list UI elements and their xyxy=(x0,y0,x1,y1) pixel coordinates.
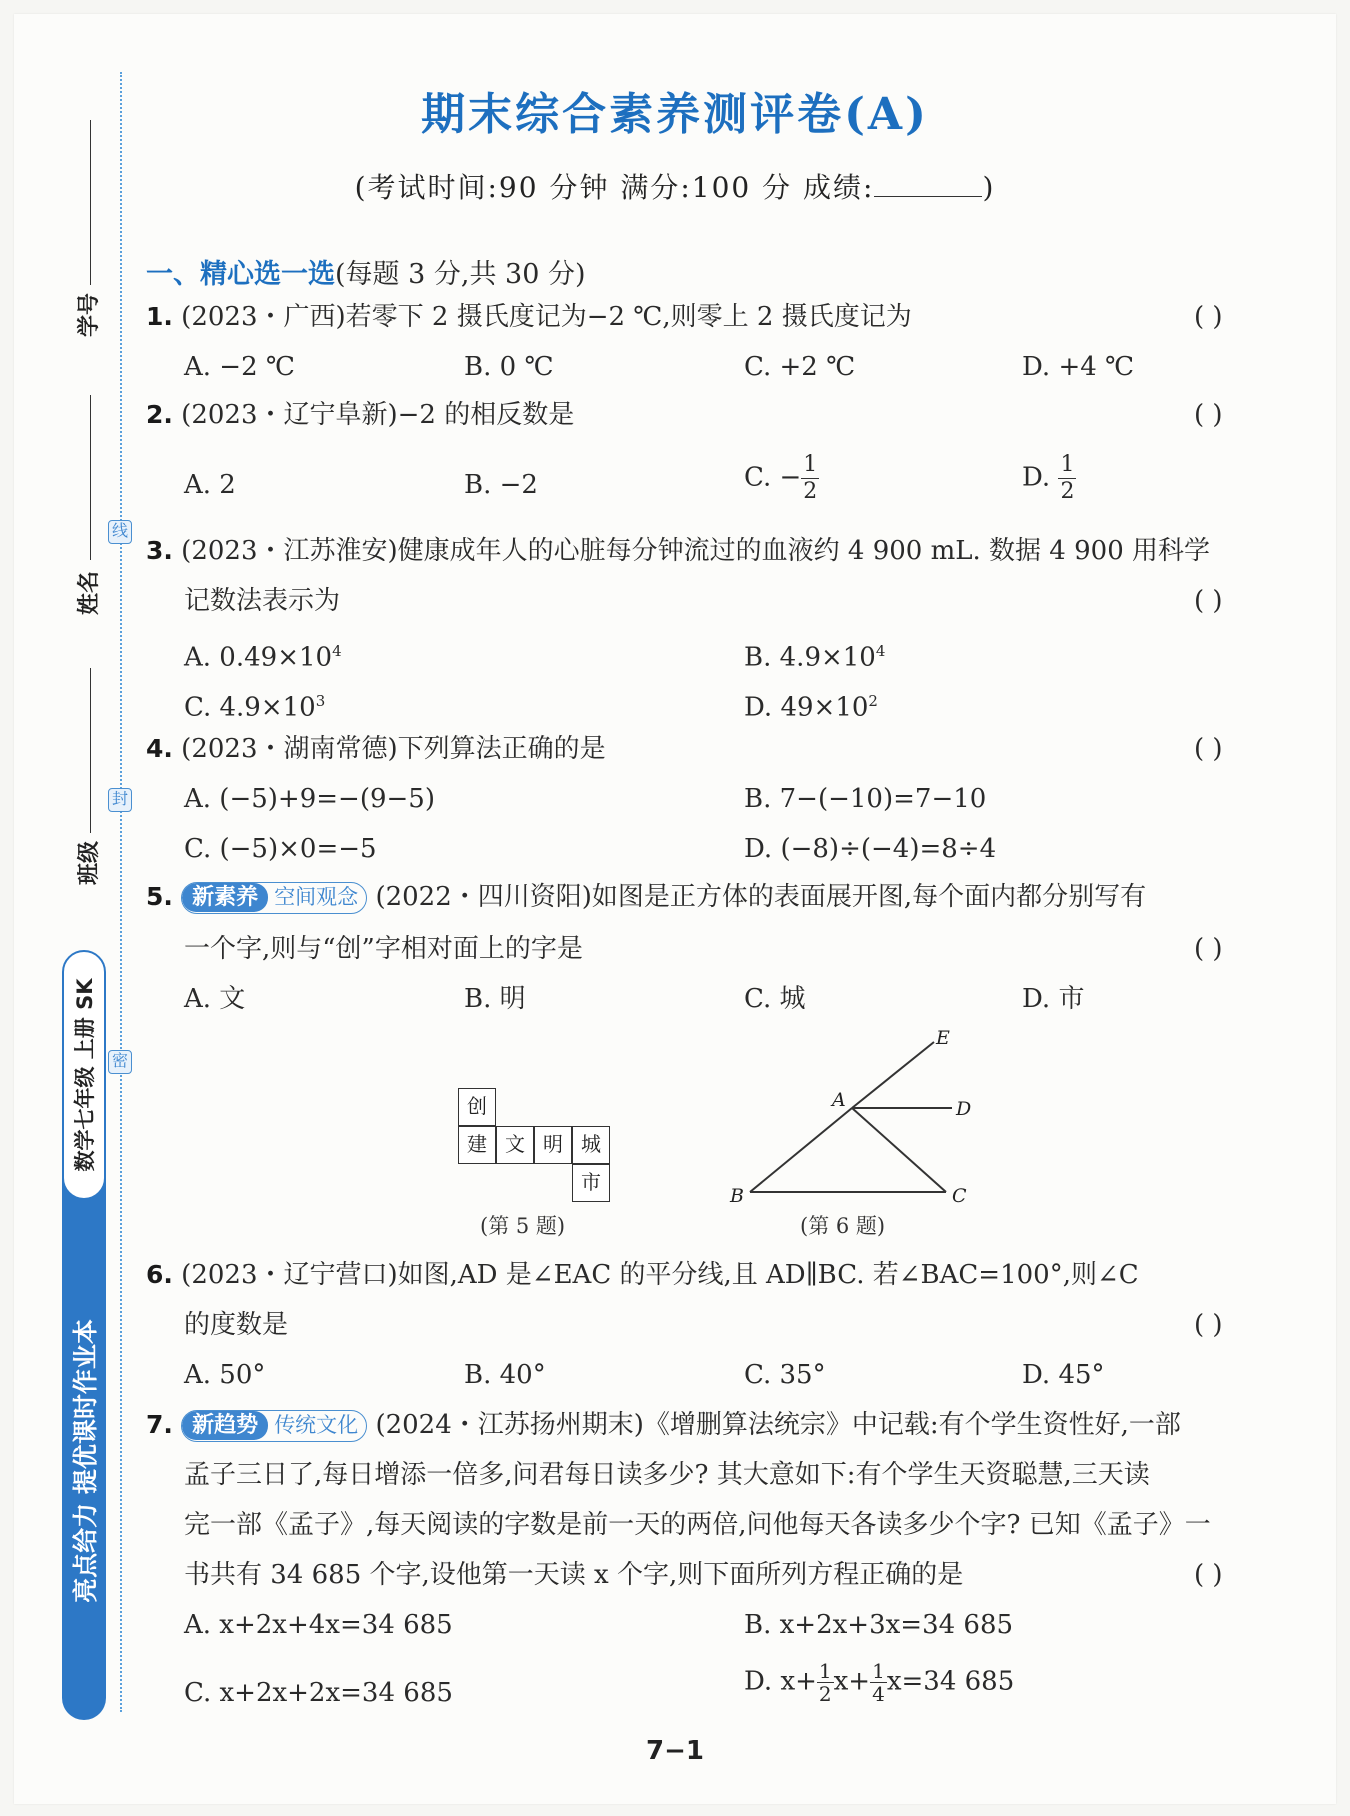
option-a: A. 文 xyxy=(184,984,246,1014)
question-2 xyxy=(146,398,574,432)
fraction xyxy=(801,452,819,505)
question-3 xyxy=(146,534,1210,568)
option-d-text: D. 49×10 xyxy=(744,692,869,723)
class-label: 班级 xyxy=(77,841,102,886)
segment-ac xyxy=(852,1108,946,1192)
answer-paren: ( ) xyxy=(1194,934,1223,964)
question-text-line-2: 孟子三日了,每日增添一倍多,问君每日读多少? 其大意如下:有个学生天资聪慧,三天读 xyxy=(184,1460,1150,1490)
option-c: C. x+2x+2x=34 685 xyxy=(184,1678,453,1708)
literacy-tag xyxy=(181,882,367,914)
exponent: 4 xyxy=(875,642,886,660)
segment-ba xyxy=(750,1108,852,1192)
option-c: C. +2 ℃ xyxy=(744,352,856,382)
point-label-b: B xyxy=(730,1185,744,1207)
name-label: 姓名 xyxy=(77,571,102,616)
class-line xyxy=(90,668,91,833)
net-cell: 市 xyxy=(572,1164,610,1202)
question-number: 1. xyxy=(146,302,173,331)
exam-info-text: (考试时间:90 分钟 满分:100 分 成绩: xyxy=(354,171,875,204)
exponent: 4 xyxy=(332,642,342,660)
trend-tag xyxy=(181,1410,367,1442)
option-c: C. (−5)×0=−5 xyxy=(184,834,377,864)
tag-main: 新趋势 xyxy=(182,1411,268,1440)
question-5 xyxy=(146,880,1146,914)
question-text-line-1: (2022・四川资阳)如图是正方体的表面展开图,每个面内都分别写有 xyxy=(375,882,1147,912)
fraction xyxy=(1058,452,1076,505)
answer-paren: ( ) xyxy=(1194,1560,1223,1590)
net-cell: 文 xyxy=(496,1126,534,1164)
page-number: 7−1 xyxy=(646,1736,704,1766)
exam-info xyxy=(0,166,1350,206)
answer-paren: ( ) xyxy=(1194,302,1223,332)
fraction-numerator: 1 xyxy=(872,1659,885,1683)
option-d-prefix: D. x+ xyxy=(744,1666,817,1697)
question-text-line-4: 书共有 34 685 个字,设他第一天读 x 个字,则下面所列方程正确的是 xyxy=(184,1560,964,1590)
option-b: B. x+2x+3x=34 685 xyxy=(744,1610,1014,1640)
fraction-denominator: 2 xyxy=(1060,479,1075,504)
seal-mark-secret: 密 xyxy=(108,1050,132,1074)
name-line xyxy=(90,395,91,560)
answer-paren: ( ) xyxy=(1194,734,1223,764)
question-1 xyxy=(146,300,912,334)
fraction-numerator: 1 xyxy=(1060,452,1075,477)
question-text: (2023・辽宁阜新)−2 的相反数是 xyxy=(181,400,575,430)
option-d: D. 市 xyxy=(1022,984,1085,1014)
net-cell: 明 xyxy=(534,1126,572,1164)
answer-paren: ( ) xyxy=(1194,400,1223,430)
question-4 xyxy=(146,732,606,766)
option-a: A. 2 xyxy=(184,470,236,500)
option-d-prefix: D. xyxy=(1022,462,1051,493)
ray-ae xyxy=(852,1042,934,1108)
point-label-e: E xyxy=(936,1027,950,1049)
answer-paren: ( ) xyxy=(1194,586,1223,616)
option-c: C. 城 xyxy=(744,984,806,1014)
question-number: 3. xyxy=(146,536,173,565)
option-a xyxy=(184,634,342,675)
fraction-numerator: 1 xyxy=(803,452,818,477)
page-title: 期末综合素养测评卷(A) xyxy=(421,89,929,140)
option-d: D. +4 ℃ xyxy=(1022,352,1135,382)
question-number: 2. xyxy=(146,400,173,429)
option-c-prefix: C. − xyxy=(744,462,802,493)
option-d-mid-1: x+ xyxy=(833,1666,871,1697)
question-text-line-2: 的度数是 xyxy=(184,1310,289,1340)
tag-sub: 传统文化 xyxy=(274,1413,359,1437)
fraction-denominator: 4 xyxy=(872,1682,885,1706)
option-d: D. (−8)÷(−4)=8÷4 xyxy=(744,834,997,864)
tag-sub: 空间观念 xyxy=(274,885,359,909)
option-a: A. (−5)+9=−(9−5) xyxy=(184,784,435,814)
score-blank xyxy=(874,171,982,197)
question-7 xyxy=(146,1408,1181,1442)
question-number: 6. xyxy=(146,1260,173,1289)
fraction-denominator: 2 xyxy=(818,1682,832,1706)
question-number: 7. xyxy=(146,1410,173,1439)
net-cell: 建 xyxy=(458,1126,496,1164)
brand-label: 亮点给力 提优课时作业本 xyxy=(71,1319,100,1603)
option-c: C. 35° xyxy=(744,1360,826,1390)
exponent: 3 xyxy=(315,692,326,710)
seal-mark-line: 线 xyxy=(108,520,132,544)
option-a: A. x+2x+4x=34 685 xyxy=(184,1610,453,1640)
option-a-text: A. 0.49×10 xyxy=(184,642,333,673)
net-cell: 创 xyxy=(458,1088,496,1126)
question-text: (2023・湖南常德)下列算法正确的是 xyxy=(181,734,606,764)
point-label-d: D xyxy=(956,1098,972,1120)
question-text-line-3: 完一部《孟子》,每天阅读的字数是前一天的两倍,问他每天各读多少个字? 已知《孟子》一 xyxy=(184,1510,1211,1540)
question-6 xyxy=(146,1258,1139,1292)
figure-6-diagram xyxy=(720,1026,990,1210)
option-b xyxy=(744,634,885,675)
section-note: (每题 3 分,共 30 分) xyxy=(335,259,586,290)
option-b: B. 40° xyxy=(464,1360,546,1390)
option-d-mid-2: x=34 685 xyxy=(886,1666,1015,1697)
option-b: B. −2 xyxy=(464,470,538,500)
figure-6-caption: (第 6 题) xyxy=(800,1214,886,1238)
option-d xyxy=(744,1660,1014,1705)
exponent: 2 xyxy=(868,692,878,710)
fraction-numerator: 1 xyxy=(818,1659,832,1683)
binding-dotted-line xyxy=(120,72,122,1712)
option-c xyxy=(184,684,325,725)
option-b: B. 明 xyxy=(464,984,526,1014)
net-cell: 城 xyxy=(572,1126,610,1164)
option-a: A. −2 ℃ xyxy=(184,352,295,382)
brand-label-wrap xyxy=(67,1181,101,1741)
option-d: D. 45° xyxy=(1022,1360,1105,1390)
option-c xyxy=(744,452,819,505)
question-text-line-1: (2023・辽宁营口)如图,AD 是∠EAC 的平分线,且 AD∥BC. 若∠BAC=100°,则∠C xyxy=(181,1260,1139,1290)
question-number: 4. xyxy=(146,734,173,763)
section-heading xyxy=(146,252,586,291)
option-b: B. 0 ℃ xyxy=(464,352,554,382)
point-label-a: A xyxy=(832,1089,846,1111)
option-d xyxy=(744,684,878,725)
option-d xyxy=(1022,452,1076,505)
student-id-label: 学号 xyxy=(77,293,102,338)
question-text: (2023・广西)若零下 2 摄氏度记为−2 ℃,则零上 2 摄氏度记为 xyxy=(181,302,912,332)
question-number: 5. xyxy=(146,882,173,911)
book-label: 数学七年级 上册 SK xyxy=(73,978,97,1172)
answer-paren: ( ) xyxy=(1194,1310,1223,1340)
fraction xyxy=(870,1660,887,1705)
figure-5-caption: (第 5 题) xyxy=(480,1214,566,1238)
option-a: A. 50° xyxy=(184,1360,266,1390)
book-label-wrap xyxy=(69,949,99,1201)
fraction-denominator: 2 xyxy=(803,479,818,504)
exam-info-close: ) xyxy=(982,171,996,204)
seal-mark-seal: 封 xyxy=(108,788,132,812)
option-c-text: C. 4.9×10 xyxy=(184,692,316,723)
question-text-line-1: (2023・江苏淮安)健康成年人的心脏每分钟流过的血液约 4 900 mL. 数据 4 900 用科学 xyxy=(181,536,1211,566)
question-text-line-2: 一个字,则与“创”字相对面上的字是 xyxy=(184,934,583,964)
point-label-c: C xyxy=(952,1185,967,1207)
option-b: B. 7−(−10)=7−10 xyxy=(744,784,987,814)
section-title: 一、精心选一选 xyxy=(146,259,335,290)
tag-main: 新素养 xyxy=(182,883,268,912)
question-text-line-2: 记数法表示为 xyxy=(184,586,341,616)
fraction xyxy=(817,1660,834,1705)
question-text-line-1: (2024・江苏扬州期末)《增删算法统宗》中记载:有个学生资性好,一部 xyxy=(375,1410,1181,1440)
option-b-text: B. 4.9×10 xyxy=(744,642,876,673)
